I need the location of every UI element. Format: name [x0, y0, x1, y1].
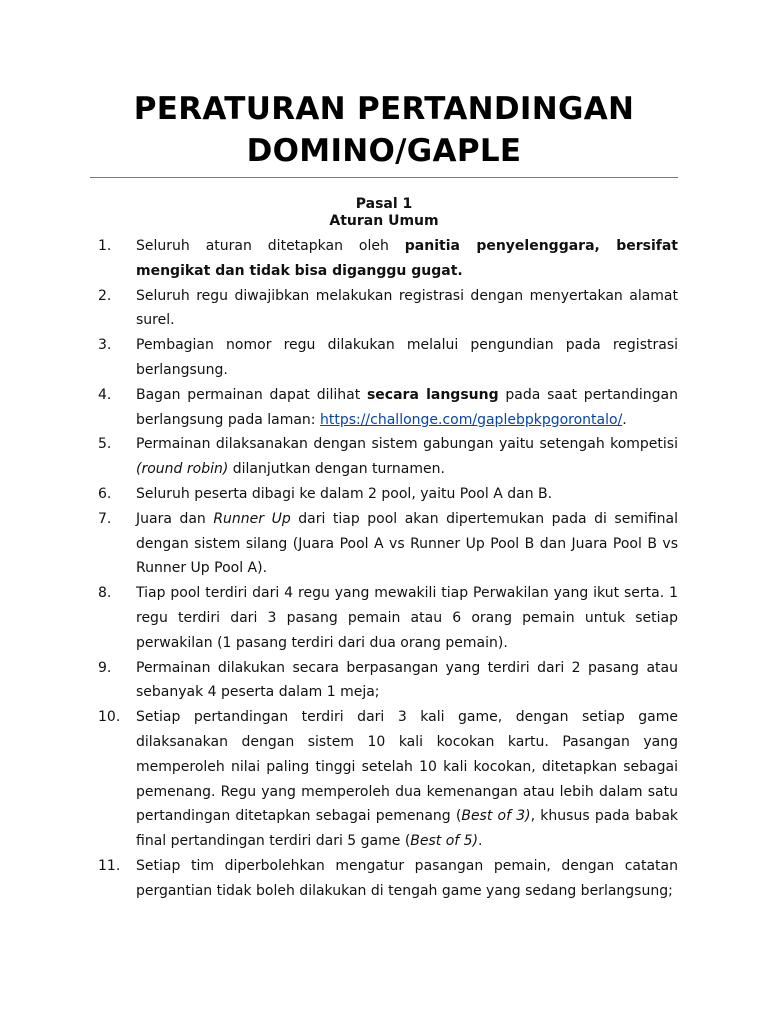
rule-item — [98, 507, 678, 581]
section-title: Aturan Umum — [329, 213, 439, 229]
rule-item — [98, 705, 678, 854]
rule-text-segment: Setiap tim diperbolehkan mengatur pasangan pemain, dengan catatan pergantian tidak boleh dilakukan di tengah game yang sedang berlangsung; — [136, 857, 678, 899]
rule-text-segment: Pembagian nomor regu dilakukan melalui pengundian pada registrasi berlangsung. — [136, 337, 678, 378]
rule-text-segment: . — [622, 411, 627, 428]
rule-text-segment: Permainan dilaksanakan dengan sistem gabungan yaitu setengah kompetisi — [136, 436, 678, 453]
rule-text-segment: . — [478, 833, 483, 850]
rule-emphasis-italic: Runner Up — [213, 510, 291, 527]
rule-item — [98, 432, 678, 482]
rule-text-segment: pada saat pertandingan berlangsung pada laman: — [136, 386, 678, 428]
rule-item — [98, 234, 678, 284]
rule-text — [136, 581, 678, 655]
rule-text-segment: Juara dan — [136, 510, 214, 527]
section-heading — [90, 196, 678, 230]
rule-text-segment: dari tiap pool akan dipertemukan pada di semifinal dengan sistem silang (Juara Pool A vs Runner Up Pool B dan Juara Pool B vs Runner Up Pool A). — [136, 510, 678, 577]
rule-number: 9. — [98, 659, 112, 676]
rule-number: 3. — [98, 337, 112, 354]
rule-text-segment: Permainan dilakukan secara berpasangan yang terdiri dari 2 pasang atau sebanyak 4 peserta dalam 1 meja; — [136, 659, 678, 701]
rule-text — [136, 333, 678, 383]
rule-emphasis-bold: secara langsung — [366, 386, 499, 403]
rule-text — [136, 507, 678, 581]
rule-item — [98, 383, 678, 433]
rule-text — [136, 284, 678, 334]
rule-item — [98, 284, 678, 334]
rule-number: 1. — [98, 238, 112, 254]
rule-text-segment: Setiap pertandingan terdiri dari 3 kali game, dengan setiap game dilaksanakan dengan sistem 10 kali kocokan kartu. Pasangan yang memperoleh nilai paling tinggi setelah 10 kali kocokan, ditetapkan sebagai pemenang. Regu yang memperoleh dua kemenangan atau lebih dalam satu pertandingan ditetapkan sebagai pemenang ( — [136, 709, 678, 825]
rule-emphasis-italic: Best of 3) — [461, 808, 531, 825]
rule-number: 2. — [98, 287, 112, 304]
rule-text — [136, 432, 678, 482]
rule-text-segment: dilanjutkan dengan turnamen. — [228, 461, 445, 478]
rule-text — [136, 482, 678, 507]
rule-text — [136, 234, 678, 284]
rule-text — [136, 854, 678, 904]
rule-item — [98, 854, 678, 904]
rule-text — [136, 383, 678, 433]
rule-text-segment: Tiap pool terdiri dari 4 regu yang mewakili tiap Perwakilan yang ikut serta. 1 regu terdiri dari 3 pasang pemain atau 6 orang pemain untuk setiap perwakilan (1 pasang terdiri dari dua orang pemain). — [136, 585, 678, 651]
rule-item — [98, 656, 678, 706]
rule-text-segment: , khusus pada babak final pertandingan terdiri dari 5 game ( — [136, 808, 679, 850]
rule-number: 5. — [98, 436, 112, 453]
rule-item — [98, 581, 678, 655]
rule-text — [136, 705, 678, 854]
rule-emphasis-bold: panitia penyelenggara, bersifat mengikat dan tidak bisa diganggu gugat. — [136, 238, 678, 279]
rule-number: 7. — [98, 510, 112, 527]
document-title — [90, 88, 678, 172]
rule-item — [98, 333, 678, 383]
rule-number: 6. — [98, 485, 112, 502]
rule-text-segment: Seluruh peserta dibagi ke dalam 2 pool, yaitu Pool A dan B. — [136, 485, 553, 502]
rule-number: 10. — [98, 709, 121, 726]
title-line-1: PERATURAN PERTANDINGAN — [133, 91, 635, 127]
rule-text-segment: Seluruh aturan ditetapkan oleh — [136, 238, 405, 254]
rule-text — [136, 656, 678, 706]
rule-emphasis-italic: (round robin) — [136, 461, 229, 478]
rule-number: 8. — [98, 585, 112, 602]
rules-list — [98, 234, 678, 904]
bracket-link[interactable]: https://challonge.com/gaplebpkpgorontalo/ — [319, 411, 623, 428]
rule-number: 4. — [98, 386, 112, 403]
rule-number: 11. — [98, 857, 121, 874]
title-line-2: DOMINO/GAPLE — [246, 133, 522, 169]
section-pasal: Pasal 1 — [355, 196, 413, 212]
rule-item — [98, 482, 678, 507]
rule-emphasis-italic: Best of 5) — [410, 833, 479, 850]
rule-text-segment: Seluruh regu diwajibkan melakukan registrasi dengan menyertakan alamat surel. — [136, 287, 678, 329]
title-divider — [90, 177, 678, 178]
rule-text-segment: Bagan permainan dapat dilihat — [136, 386, 367, 403]
